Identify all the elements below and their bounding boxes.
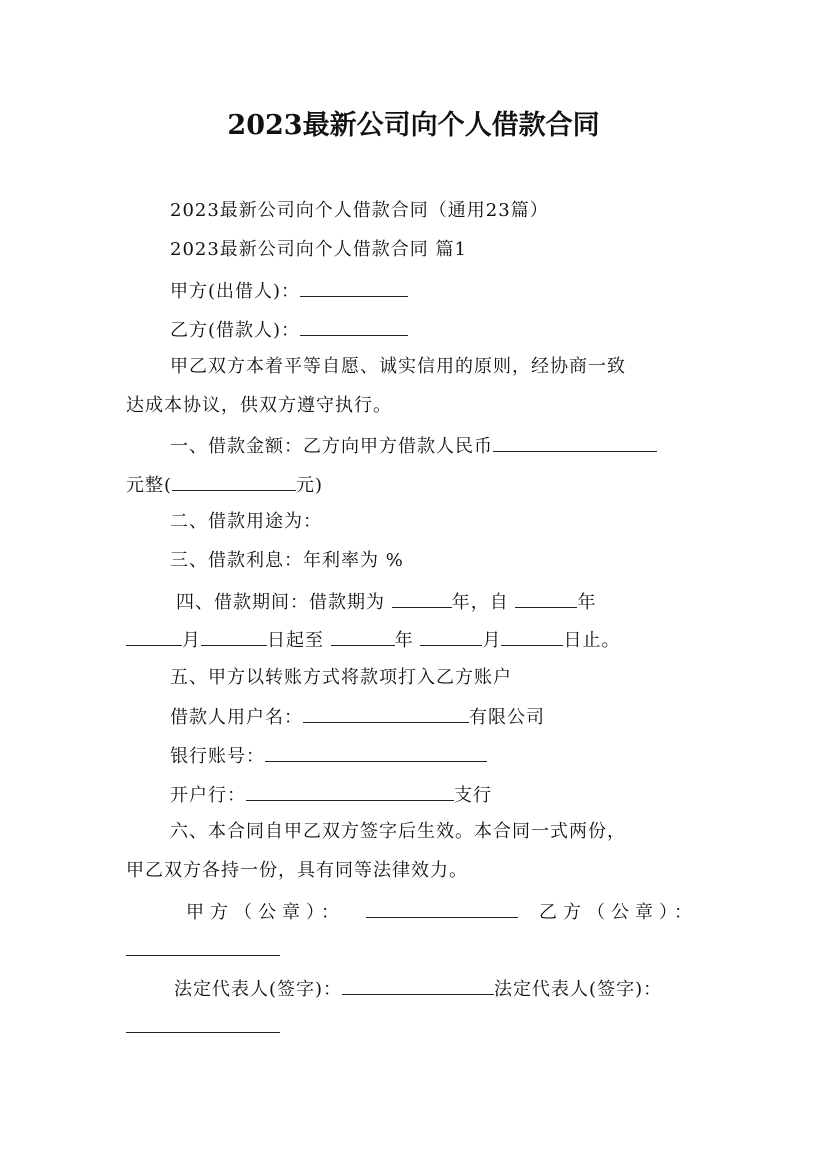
representative-line-2 bbox=[126, 1014, 280, 1040]
sign-a-blank bbox=[366, 899, 518, 918]
seal-line-2 bbox=[126, 937, 280, 963]
party-b-label: 乙方(借款人)： bbox=[170, 320, 301, 341]
bank-account-blank bbox=[265, 743, 487, 762]
clause-4-year3: 年 bbox=[394, 630, 414, 651]
clause-4-day-from: 日起至 bbox=[267, 630, 324, 651]
clause-1-line2-prefix: 元整( bbox=[126, 475, 173, 496]
clause-5: 五、甲方以转账方式将款项打入乙方账户 bbox=[170, 667, 512, 688]
rep-a-blank bbox=[342, 976, 494, 995]
clause-1-line2-suffix: 元) bbox=[296, 475, 324, 496]
clause-4-year: 年，自 bbox=[451, 592, 509, 613]
bank-account-label: 银行账号： bbox=[170, 746, 265, 767]
clause-2: 二、借款用途为： bbox=[170, 511, 322, 532]
rep-b-blank bbox=[126, 1014, 280, 1033]
seal-line bbox=[186, 899, 698, 925]
account-name-label: 借款人用户名： bbox=[170, 707, 303, 728]
sign-b-label: 乙方（公章）： bbox=[539, 902, 698, 923]
party-b-line bbox=[170, 317, 408, 343]
account-name-suffix: 有限公司 bbox=[469, 707, 545, 728]
party-a-label: 甲方(出借人)： bbox=[170, 281, 301, 302]
clause-1-line-2 bbox=[126, 472, 323, 498]
bank-account-line bbox=[170, 743, 487, 769]
start-month-blank bbox=[126, 627, 182, 646]
intro-line-1: 甲乙双方本着平等自愿、诚实信用的原则，经协商一致 bbox=[170, 356, 626, 377]
bank-branch-blank bbox=[246, 782, 454, 801]
clause-6-line-1: 六、本合同自甲乙双方签字后生效。本合同一式两份， bbox=[170, 821, 626, 842]
bank-branch-suffix: 支行 bbox=[454, 785, 492, 806]
end-month-blank bbox=[420, 627, 482, 646]
clause-6-line-2: 甲乙双方各持一份，具有同等法律效力。 bbox=[126, 860, 468, 881]
party-b-blank bbox=[300, 317, 408, 336]
clause-1-line-1 bbox=[170, 433, 657, 459]
party-a-blank bbox=[300, 278, 408, 297]
sign-b-blank bbox=[126, 937, 280, 956]
clause-4-month2: 月 bbox=[482, 630, 502, 651]
start-day-blank bbox=[201, 627, 267, 646]
clause-4-line-2 bbox=[126, 627, 620, 653]
clause-4-month: 月 bbox=[182, 630, 201, 651]
clause-3: 三、借款利息：年利率为 % bbox=[170, 550, 404, 571]
start-year-blank bbox=[515, 589, 577, 608]
loan-amount-blank bbox=[493, 433, 657, 452]
rep-b-label: 法定代表人(签字)： bbox=[494, 979, 663, 1000]
subtitle: 2023最新公司向个人借款合同（通用23篇） bbox=[170, 200, 549, 221]
clause-4-day-to: 日止。 bbox=[563, 630, 621, 651]
representative-line bbox=[174, 976, 662, 1002]
bank-branch-label: 开户行： bbox=[170, 785, 246, 806]
sign-a-label: 甲方（公章）： bbox=[186, 902, 345, 923]
section-heading: 2023最新公司向个人借款合同 篇1 bbox=[170, 239, 467, 260]
loan-amount-figure-blank bbox=[172, 472, 296, 491]
account-name-blank bbox=[303, 704, 469, 723]
bank-branch-line bbox=[170, 782, 492, 808]
rep-a-label: 法定代表人(签字)： bbox=[174, 979, 343, 1000]
clause-4-line-1 bbox=[176, 589, 596, 615]
end-day-blank bbox=[501, 627, 563, 646]
party-a-line bbox=[170, 278, 408, 304]
loan-term-blank bbox=[392, 589, 452, 608]
end-year-blank bbox=[331, 627, 395, 646]
clause-4-prefix: 四、借款期间：借款期为 bbox=[176, 592, 385, 613]
document-title: 2023最新公司向个人借款合同 bbox=[227, 110, 600, 141]
clause-1-prefix: 一、借款金额：乙方向甲方借款人民币 bbox=[170, 436, 493, 457]
clause-4-year2: 年 bbox=[577, 592, 597, 613]
account-name-line bbox=[170, 704, 545, 730]
intro-line-2: 达成本协议，供双方遵守执行。 bbox=[126, 395, 392, 416]
